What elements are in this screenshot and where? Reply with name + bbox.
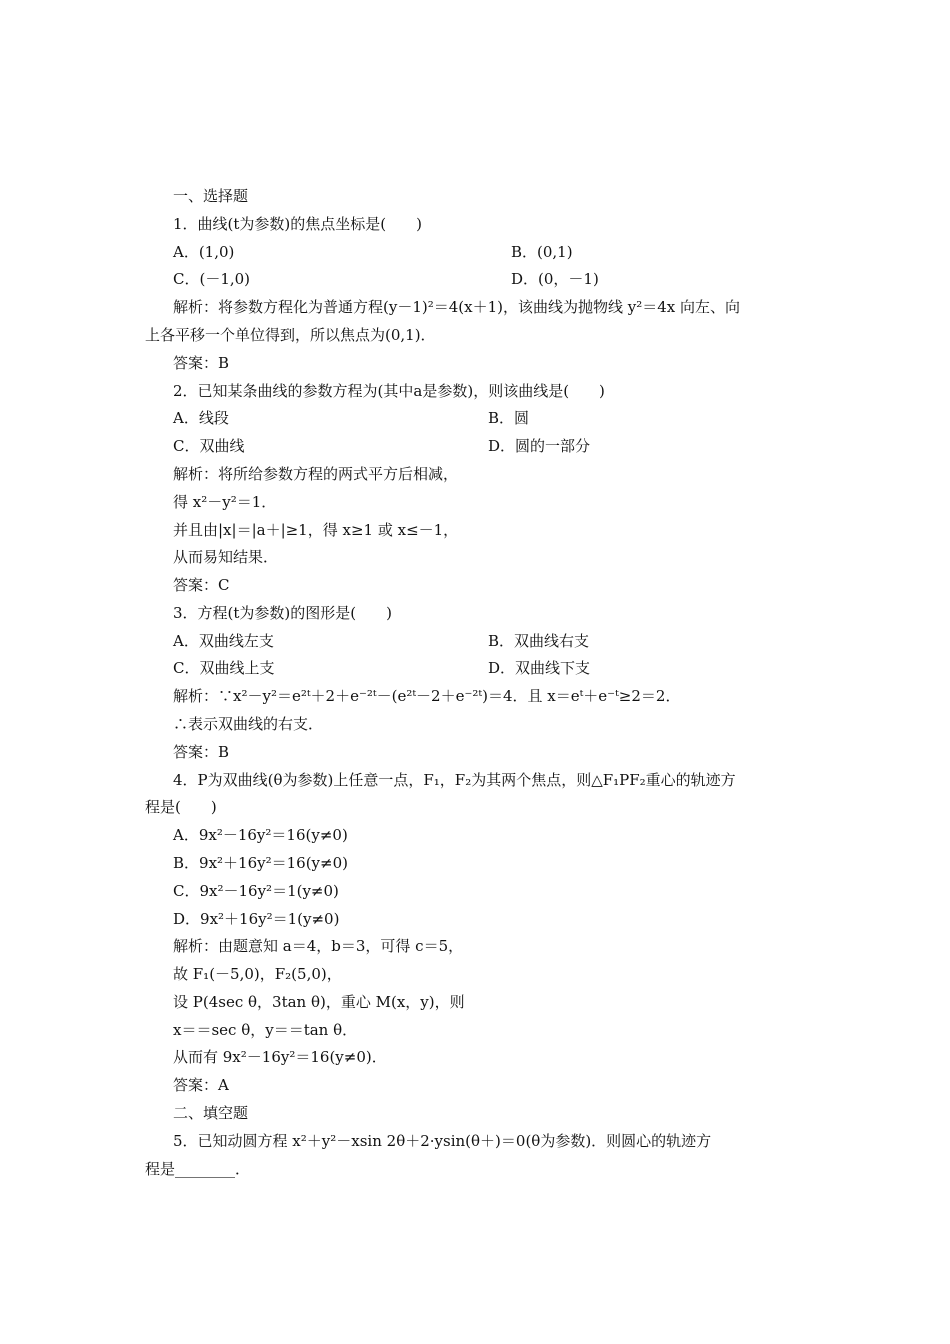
- q4-stem-line-2: 程是( ): [145, 798, 217, 816]
- q4-solution-line-2: 故 F₁(－5,0)，F₂(5,0)，: [173, 965, 342, 983]
- q4-stem-line-1: 4．P为双曲线(θ为参数)上任意一点，F₁，F₂为其两个焦点，则△F₁PF₂重心的轨迹方: [173, 771, 736, 789]
- q3-stem: 3．方程(t为参数)的图形是( ): [173, 604, 392, 622]
- q1-option-b: B．(0,1): [511, 243, 573, 261]
- q1-option-c: C．(－1,0): [173, 270, 251, 288]
- q2-answer: 答案：C: [173, 576, 230, 594]
- q5-stem-line-2: 程是________．: [145, 1160, 251, 1178]
- q3-option-d: D．双曲线下支: [488, 659, 591, 677]
- q2-option-d: D．圆的一部分: [488, 437, 591, 455]
- q2-stem: 2．已知某条曲线的参数方程为(其中a是参数)，则该曲线是( ): [173, 382, 605, 400]
- q4-option-d: D．9x²＋16y²＝1(y≠0): [173, 910, 340, 928]
- q3-option-a: A．双曲线左支: [173, 632, 274, 650]
- q3-solution-line-2: ∴表示双曲线的右支．: [173, 715, 324, 733]
- q1-answer: 答案：B: [173, 354, 230, 372]
- q2-option-c: C．双曲线: [173, 437, 245, 455]
- q1-solution-line-1: 解析：将参数方程化为普通方程(y－1)²＝4(x＋1)，该曲线为抛物线 y²＝4x 向左、向: [173, 298, 741, 316]
- section-heading-fill: 二、填空题: [173, 1104, 249, 1122]
- q3-answer: 答案：B: [173, 743, 230, 761]
- q4-option-c: C．9x²－16y²＝1(y≠0): [173, 882, 339, 900]
- q2-solution-line-2: 得 x²－y²＝1．: [173, 493, 277, 511]
- q2-solution-line-1: 解析：将所给参数方程的两式平方后相减，: [173, 465, 459, 483]
- q3-option-c: C．双曲线上支: [173, 659, 275, 677]
- q5-stem-line-1: 5．已知动圆方程 x²＋y²－xsin 2θ＋2·ysin(θ＋)＝0(θ为参数)．则圆心的轨迹方: [173, 1132, 712, 1150]
- q1-stem: 1．曲线(t为参数)的焦点坐标是( ): [173, 215, 422, 233]
- q1-option-d: D．(0，－1): [511, 270, 599, 288]
- q4-solution-line-4: x＝＝sec θ，y＝＝tan θ．: [173, 1021, 358, 1039]
- q3-solution-line-1: 解析：∵x²－y²＝e²ᵗ＋2＋e⁻²ᵗ－(e²ᵗ－2＋e⁻²ᵗ)＝4．且 x＝eᵗ＋e⁻ᵗ≥2＝2．: [173, 687, 681, 705]
- q2-solution-line-4: 从而易知结果．: [173, 548, 279, 566]
- q2-option-b: B．圆: [488, 409, 530, 427]
- q3-option-b: B．双曲线右支: [488, 632, 590, 650]
- q2-solution-line-3: 并且由|x|＝|a＋|≥1，得 x≥1 或 x≤－1，: [173, 521, 459, 539]
- q4-solution-line-5: 从而有 9x²－16y²＝16(y≠0)．: [173, 1048, 387, 1066]
- q1-option-a: A．(1,0): [173, 243, 235, 261]
- q1-solution-line-2: 上各平移一个单位得到，所以焦点为(0,1)．: [145, 326, 436, 344]
- q4-solution-line-3: 设 P(4sec θ，3tan θ)，重心 M(x，y)，则: [173, 993, 465, 1011]
- q4-solution-line-1: 解析：由题意知 a＝4，b＝3，可得 c＝5，: [173, 937, 464, 955]
- q4-option-b: B．9x²＋16y²＝16(y≠0): [173, 854, 348, 872]
- q2-option-a: A．线段: [173, 409, 229, 427]
- section-heading-choice: 一、选择题: [173, 187, 249, 205]
- q4-option-a: A．9x²－16y²＝16(y≠0): [173, 826, 348, 844]
- q4-answer: 答案：A: [173, 1076, 229, 1094]
